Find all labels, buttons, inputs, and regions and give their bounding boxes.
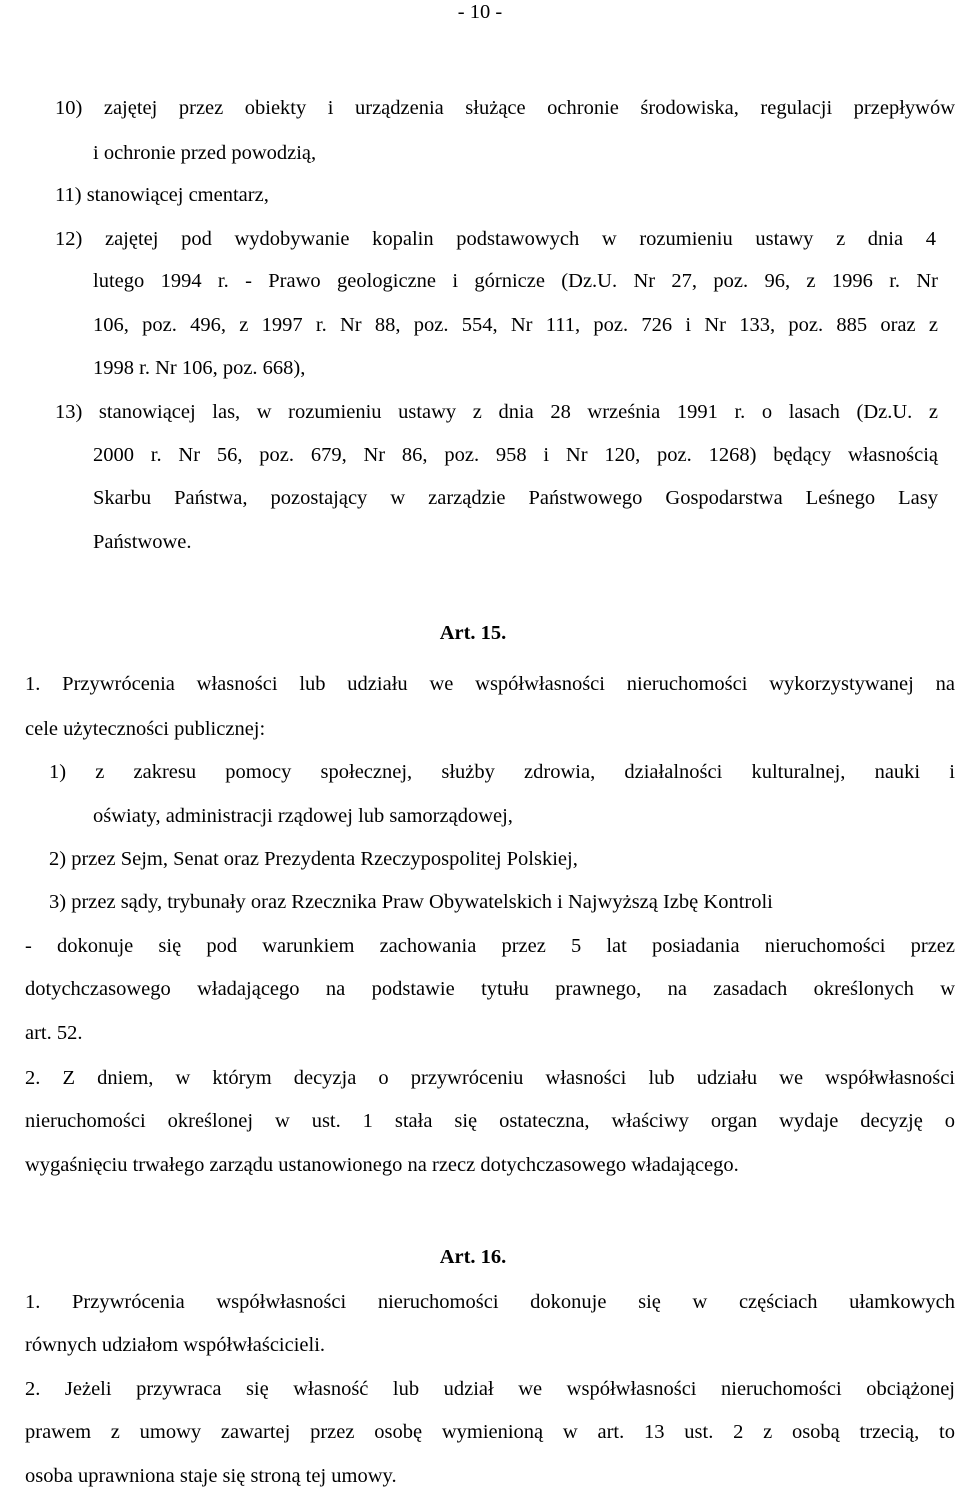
art-15-list-1-line2: oświaty, administracji rządowej lub samorządowej, bbox=[93, 805, 513, 827]
list-item-10-line1: 10) zajętej przez obiekty i urządzenia służące ochronie środowiska, regulacji przepływów bbox=[55, 97, 955, 119]
list-item-13-line1: 13) stanowiącej las, w rozumieniu ustawy z dnia 28 września 1991 r. o lasach (Dz.U. z bbox=[55, 401, 938, 423]
art-16-p2-line2: prawem z umowy zawartej przez osobę wymienioną w art. 13 ust. 2 z osobą trzecią, to bbox=[25, 1421, 955, 1443]
list-item-10-line2: i ochronie przed powodzią, bbox=[93, 142, 317, 164]
list-item-12-line1: 12) zajętej pod wydobywanie kopalin podstawowych w rozumieniu ustawy z dnia 4 bbox=[55, 228, 936, 250]
art-15-list-2: 2) przez Sejm, Senat oraz Prezydenta Rzeczypospolitej Polskiej, bbox=[49, 848, 578, 870]
art-15-list-1-line1: 1) z zakresu pomocy społecznej, służby zdrowia, działalności kulturalnej, nauki i bbox=[49, 761, 955, 783]
art-15-tail-line1: - dokonuje się pod warunkiem zachowania przez 5 lat posiadania nieruchomości przez bbox=[25, 935, 955, 957]
art-16-p2-line1: 2. Jeżeli przywraca się własność lub udział we współwłasności nieruchomości obciążonej bbox=[25, 1378, 955, 1400]
list-item-12-line3: 106, poz. 496, z 1997 r. Nr 88, poz. 554, Nr 111, poz. 726 i Nr 133, poz. 885 oraz z bbox=[93, 314, 938, 336]
art-15-p2-line1: 2. Z dniem, w którym decyzja o przywróceniu własności lub udziału we współwłasności bbox=[25, 1067, 955, 1089]
art-15-tail-line2: dotychczasowego władającego na podstawie tytułu prawnego, na zasadach określonych w bbox=[25, 978, 955, 1000]
art-15-heading: Art. 15. bbox=[439, 622, 507, 644]
art-15-p2-line3: wygaśnięciu trwałego zarządu ustanowionego na rzecz dotychczasowego władającego. bbox=[25, 1154, 739, 1176]
list-item-13-line3: Skarbu Państwa, pozostający w zarządzie Państwowego Gospodarstwa Leśnego Lasy bbox=[93, 487, 938, 509]
art-16-heading: Art. 16. bbox=[439, 1246, 507, 1268]
list-item-13-line4: Państwowe. bbox=[93, 531, 192, 553]
art-16-p1-line1: 1. Przywrócenia współwłasności nieruchomości dokonuje się w częściach ułamkowych bbox=[25, 1291, 955, 1313]
list-item-12-line2: lutego 1994 r. - Prawo geologiczne i górnicze (Dz.U. Nr 27, poz. 96, z 1996 r. Nr bbox=[93, 270, 938, 292]
list-item-11: 11) stanowiącej cmentarz, bbox=[55, 184, 269, 206]
page-number: - 10 - bbox=[457, 1, 503, 23]
list-item-12-line4: 1998 r. Nr 106, poz. 668), bbox=[93, 357, 306, 379]
art-15-p2-line2: nieruchomości określonej w ust. 1 stała się ostateczna, właściwy organ wydaje decyzję o bbox=[25, 1110, 955, 1132]
art-15-list-3: 3) przez sądy, trybunały oraz Rzecznika Praw Obywatelskich i Najwyższą Izbę Kontroli bbox=[49, 891, 773, 913]
art-15-tail-line3: art. 52. bbox=[25, 1022, 83, 1044]
art-16-p1-line2: równych udziałom współwłaścicieli. bbox=[25, 1334, 326, 1356]
art-16-p2-line3: osoba uprawniona staje się stroną tej umowy. bbox=[25, 1465, 397, 1487]
list-item-13-line2: 2000 r. Nr 56, poz. 679, Nr 86, poz. 958 i Nr 120, poz. 1268) będący własnością bbox=[93, 444, 938, 466]
art-15-p1-line2: cele użyteczności publicznej: bbox=[25, 718, 266, 740]
art-15-p1-line1: 1. Przywrócenia własności lub udziału we współwłasności nieruchomości wykorzystywanej na bbox=[25, 673, 955, 695]
